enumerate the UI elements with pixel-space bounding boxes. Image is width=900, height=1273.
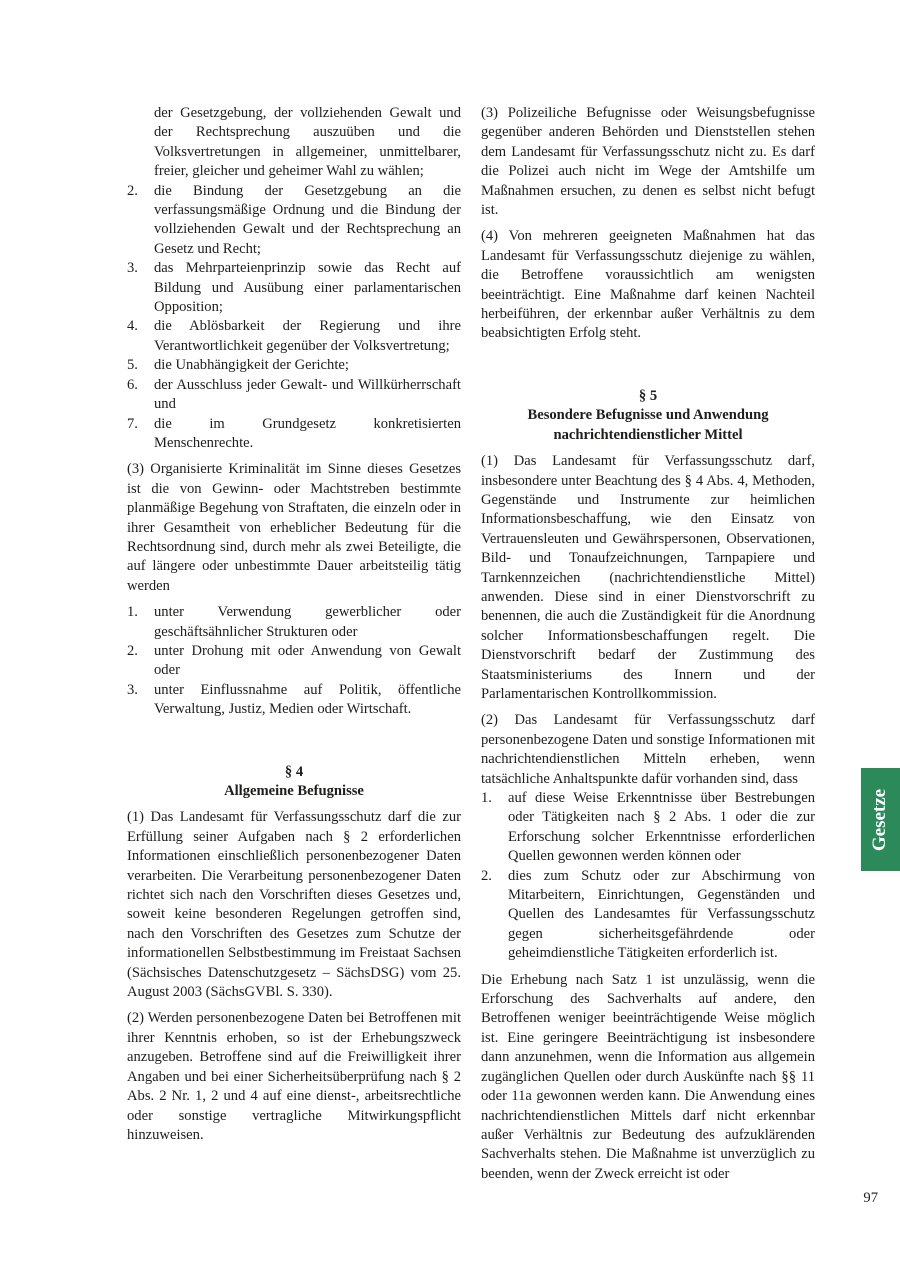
list-text: auf diese Weise Erkenntnisse über Bestrebungen oder Tätigkeiten nach § 2 Abs. 1 oder die zur Erforschung solcher Erkenntnisse erforderlichen Quellen gewonnen werden können oder <box>508 790 815 865</box>
organized-crime-list <box>127 603 461 719</box>
list-text: unter Einflussnahme auf Politik, öffentliche Verwaltung, Justiz, Medien oder Wirtschaft. <box>154 681 461 718</box>
paragraph-organized-crime: (3) Organisierte Kriminalität im Sinne dieses Gesetzes ist die von Gewinn- oder Machtstreben bestimmte planmäßige Begehung von Straftaten, die einzeln oder in ihrer Gesamtheit von erheblicher Bedeutung für die Rechtsordnung sind, durch mehr als zwei Beteiligte, die auf längere oder unbestimmte Dauer arbeitsteilig tätig werden <box>127 461 461 594</box>
list-text: dies zum Schutz oder zur Abschirmung von Mitarbeitern, Einrichtungen, Gegenständen und Quellen des Landesamtes für Verfassungsschutz gegen sicherheitsgefährdende oder geheimdienstliche Tätigkeiten erforderlich ist. <box>508 867 815 962</box>
section-4-paragraph-1: (1) Das Landesamt für Verfassungsschutz darf die zur Erfüllung seiner Aufgaben nach § 2 erforderlichen Informationen einschließlich personenbezogener Daten verarbeiten. Die Verarbeitung personenbezogener Daten richtet sich nach den Vorschriften dieses Gesetzes und, soweit keine besonderen Regelungen getroffen sind, nach den Vorschriften des Gesetzes zum Schutze der informationellen Selbstbestimmung im Freistaat Sachsen (Sächsisches Datenschutzgesetz – SächsDSG) vom 25. August 2003 (SächsGVBl. S. 330). <box>127 809 461 1001</box>
section-5-paragraph-3: Die Erhebung nach Satz 1 ist unzulässig, wenn die Erforschung des Sachverhalts auf andere, den Betroffenen weniger beeinträchtigende Weise möglich ist. Eine geringere Beeinträchtigung ist insbesondere dann anzunehmen, wenn die Information aus allgemein zugänglichen Quellen oder durch Auskünfte nach §§ 11 oder 11a gewonnen werden kann. Die Anwendung eines nachrichtendienstlichen Mittels darf nicht erkennbar außer Verhältnis zur Bedeutung des aufzuklärenden Sachverhalts stehen. Die Maßnahme ist unverzüglich zu beenden, wenn der Zweck erreicht ist oder <box>481 971 815 1182</box>
right-column <box>481 104 815 1191</box>
list-text: das Mehrparteienprinzip sowie das Recht auf Bildung und Ausübung einer parlamentarischen Opposition; <box>154 260 461 316</box>
section-5-title-line-2: nachrichtendienstlicher Mittel <box>553 426 743 443</box>
list-text: unter Verwendung gewerblicher oder geschäftsähnlicher Strukturen oder <box>154 604 461 640</box>
list-text: unter Drohung mit oder Anwendung von Gewalt oder <box>154 642 461 679</box>
section-4-number: § 4 <box>284 763 304 780</box>
list-item <box>127 182 461 260</box>
list-number: 3. <box>127 681 138 698</box>
section-tab-label: Gesetze <box>869 788 891 851</box>
principles-list <box>127 182 461 454</box>
list-item <box>127 376 461 415</box>
section-5-list <box>481 789 815 964</box>
list-item <box>127 259 461 317</box>
list-item <box>127 603 461 642</box>
section-3-paragraph-3: (3) Polizeiliche Befugnisse oder Weisungsbefugnisse gegenüber anderen Behörden und Dienststellen stehen dem Landesamt für Verfassungsschutz nicht zu. Es darf die Polizei auch nicht im Wege der Amtshilfe um Maßnahmen ersuchen, zu denen es selbst nicht befugt ist. <box>481 105 815 219</box>
list-text: die im Grundgesetz konkretisierten Menschenrechte. <box>154 415 461 451</box>
left-column <box>127 104 461 1152</box>
list-number: 4. <box>127 318 138 335</box>
list-number: 2. <box>127 182 138 199</box>
list-item <box>127 317 461 356</box>
section-5-title-line-1: Besondere Befugnisse und Anwendung <box>527 407 769 424</box>
list-number: 1. <box>481 790 492 806</box>
list-number: 3. <box>127 260 138 277</box>
list-number: 7. <box>127 415 138 432</box>
list-item <box>481 867 815 964</box>
list-number: 2. <box>127 642 138 659</box>
section-5-paragraph-2: (2) Das Landesamt für Verfassungsschutz darf personenbezogene Daten und sonstige Informationen mit nachrichtendienstlichen Mitteln erheben, wenn tatsächliche Anhaltspunkte dafür vorhanden sind, dass <box>481 712 815 787</box>
list-text: die Bindung der Gesetzgebung an die verfassungsmäßige Ordnung und die Bindung der vollziehenden Gewalt und der Rechtsprechung an Gesetz und Recht; <box>154 182 461 257</box>
list-item <box>127 356 461 375</box>
list-item <box>481 789 815 867</box>
list-number: 5. <box>127 357 138 374</box>
section-tab-gesetze[interactable] <box>861 768 900 871</box>
page-number: 97 <box>863 1190 878 1206</box>
section-5-paragraph-1: (1) Das Landesamt für Verfassungsschutz darf, insbesondere unter Beachtung des § 4 Abs. 4, Methoden, Gegenstände und Instrumente zur heimlichen Informationsbeschaffung, wie den Einsatz von Vertrauensleuten und Gewährspersonen, Observationen, Bild- und Tonaufzeichnungen, Tarnpapiere und Tarnkennzeichen (nachrichtendienstliche Mittel) anwenden. Diese sind in einer Dienstvorschrift zu benennen, die auch die Zuständigkeit für die Anordnung solcher Informationsbeschaffungen regelt. Die Dienstvorschrift bedarf der Zustimmung des Staatsministeriums des Innern und der Parlamentarischen Kontrollkommission. <box>481 453 815 702</box>
list-item <box>127 642 461 681</box>
section-3-paragraph-4: (4) Von mehreren geeigneten Maßnahmen hat das Landesamt für Verfassungsschutz diejenige zu wählen, die Betroffene voraussichtlich am wenigsten beeinträchtigt. Eine Maßnahme darf keinen Nachteil herbeiführen, der erkennbar außer Verhältnis zu dem beabsichtigten Erfolg steht. <box>481 228 815 342</box>
list-item <box>127 681 461 720</box>
list-number: 1. <box>127 604 138 621</box>
section-4-paragraph-2: (2) Werden personenbezogene Daten bei Betroffenen mit ihrer Kenntnis erhoben, so ist der Erhebungszweck anzugeben. Betroffene sind auf die Freiwilligkeit ihrer Angaben und bei einer Sicherheitsüberprüfung nach § 2 Abs. 2 Nr. 1, 2 und 4 auf eine dienst-, arbeitsrechtliche oder sonstige vertragliche Mitwirkungspflicht hinzuweisen. <box>127 1010 461 1143</box>
list-number: 2. <box>481 867 492 884</box>
list-text: der Ausschluss jeder Gewalt- und Willkürherrschaft und <box>154 376 461 413</box>
section-5-number: § 5 <box>638 387 658 404</box>
list-item-1-continuation: der Gesetzgebung, der vollziehenden Gewalt und der Rechtsprechung auszuüben und die Volksvertretungen in allgemeiner, unmittelbarer, freier, gleicher und geheimer Wahl zu wählen; <box>154 105 461 180</box>
list-number: 6. <box>127 376 138 393</box>
list-text: die Unabhängigkeit der Gerichte; <box>154 357 349 374</box>
section-4-title: Allgemeine Befugnisse <box>224 783 364 799</box>
list-item <box>127 415 461 454</box>
list-text: die Ablösbarkeit der Regierung und ihre Verantwortlichkeit gegenüber der Volksvertretung; <box>154 318 461 354</box>
